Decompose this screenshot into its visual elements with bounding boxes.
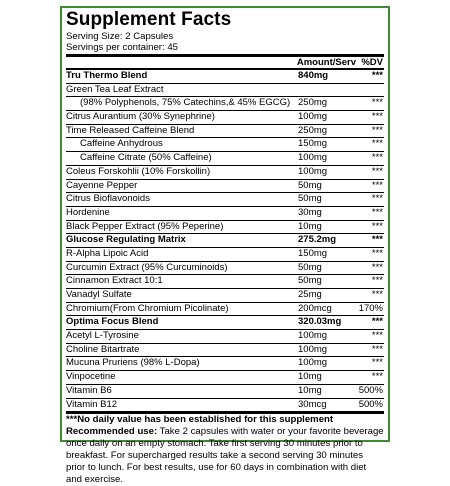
ingredient-row [66,303,384,317]
ingredient-row [66,234,384,248]
ingredient-name: Coleus Forskohlii (10% Forskollin) [66,165,211,177]
ingredient-dv: *** [371,275,383,287]
ingredient-dv: *** [371,371,383,383]
ingredient-name: Vitamin B12 [66,398,118,410]
ingredient-row [66,399,384,412]
ingredient-name: Choline Bitartrate [66,343,140,355]
serving-size: Serving Size: 2 Capsules [66,31,174,42]
recommended-use-label: Recommended use: [66,426,158,438]
ingredient-row [66,207,384,221]
ingredient-dv: *** [371,330,383,342]
ingredient-name: Black Pepper Extract (95% Peperine) [66,220,224,232]
ingredient-amount: 150mg [298,247,328,259]
ingredient-name: Citrus Bioflavonoids [66,193,150,205]
ingredient-row [66,275,384,289]
ingredient-dv: *** [371,193,383,205]
ingredient-row [66,180,384,194]
ingredient-name: Caffeine Citrate (50% Caffeine) [80,152,212,164]
ingredient-row [66,262,384,276]
ingredient-dv: *** [371,289,383,300]
ingredient-row [66,385,384,399]
ingredient-dv: *** [371,261,383,273]
ingredient-amount: 10mg [298,371,322,383]
ingredient-row [66,111,384,125]
ingredient-amount: 50mg [298,275,322,287]
ingredient-amount: 25mg [298,289,322,300]
ingredient-amount: 100mg [298,357,328,369]
ingredient-row [66,344,384,358]
ingredient-amount: 275.2mg [298,234,337,246]
ingredient-amount: 10mg [298,384,322,396]
daily-value-footnote: ***No daily value has been established for this supplement [66,414,334,426]
ingredient-row [66,97,384,111]
ingredient-dv: *** [371,152,383,164]
column-header [66,54,384,70]
ingredient-dv: 500% [358,384,383,396]
ingredient-amount: 30mcg [298,398,327,410]
ingredient-name: Optima Focus Blend [66,316,159,328]
ingredient-name: (98% Polyphenols, 75% Catechins,& 45% EGCG) [80,97,291,109]
ingredient-list [66,70,384,411]
ingredient-amount: 840mg [298,70,329,81]
amount-column-header: Amount/Serv [296,57,356,68]
ingredient-row [66,125,384,139]
ingredient-row [66,70,384,84]
ingredient-dv: *** [371,70,383,81]
ingredient-row [66,316,384,330]
ingredient-name: Citrus Aurantium (30% Synephrine) [66,111,215,123]
ingredient-name: Green Tea Leaf Extract [66,83,164,95]
ingredient-name: Acetyl L-Tyrosine [66,330,139,342]
ingredient-name: Vanadyl Sulfate [66,289,132,300]
ingredient-row [66,357,384,371]
ingredient-name: Tru Thermo Blend [66,70,148,81]
ingredient-name: Cayenne Pepper [66,179,138,191]
ingredient-amount: 320.03mg [298,316,342,328]
ingredient-amount: 50mg [298,193,322,205]
ingredient-name: Glucose Regulating Matrix [66,234,186,246]
ingredient-amount: 100mg [298,165,328,177]
ingredient-row [66,221,384,235]
panel-content [66,9,384,486]
ingredient-dv: *** [371,165,383,177]
ingredient-row [66,248,384,262]
ingredient-dv: *** [371,111,383,123]
ingredient-name: R-Alpha Lipoic Acid [66,247,149,259]
ingredient-row [66,166,384,180]
ingredient-amount: 200mcg [298,302,332,314]
ingredient-dv: *** [371,220,383,232]
ingredient-name: Time Released Caffeine Blend [66,124,195,136]
supplement-facts-panel [60,6,390,486]
ingredient-dv: *** [371,206,383,218]
ingredient-name: Caffeine Anhydrous [80,138,163,150]
ingredient-name: Cinnamon Extract 10:1 [66,275,163,287]
ingredient-amount: 100mg [298,111,328,123]
servings-per-container: Servings per container: 45 [66,42,178,53]
dv-column-header: %DV [361,57,383,68]
ingredient-dv: *** [371,179,383,191]
panel-title: Supplement Facts [66,9,232,30]
ingredient-dv: 500% [358,398,383,410]
ingredient-amount: 50mg [298,179,322,191]
recommended-use [66,426,384,486]
ingredient-row [66,84,384,98]
ingredient-dv: 170% [358,302,383,314]
ingredient-amount: 30mg [298,206,322,218]
ingredient-dv: *** [371,138,383,150]
ingredient-amount: 100mg [298,330,328,342]
ingredient-dv: *** [371,234,383,246]
ingredient-amount: 100mg [298,343,328,355]
ingredient-name: Curcumin Extract (95% Curcuminoids) [66,261,228,273]
ingredient-amount: 250mg [298,97,328,109]
ingredient-dv: *** [371,316,383,328]
ingredient-amount: 50mg [298,261,322,273]
ingredient-name: Vinpocetine [66,371,116,383]
ingredient-amount: 100mg [298,152,328,164]
ingredient-row [66,330,384,344]
ingredient-row [66,152,384,166]
ingredient-amount: 250mg [298,124,328,136]
ingredient-amount: 150mg [298,138,328,150]
ingredient-dv: *** [371,97,383,109]
ingredient-name: Hordenine [66,206,110,218]
ingredient-dv: *** [371,357,383,369]
ingredient-name: Mucuna Pruriens (98% L-Dopa) [66,357,200,369]
ingredient-row [66,138,384,152]
ingredient-name: Chromium(From Chromium Picolinate) [66,302,229,314]
notes-section [66,411,384,486]
ingredient-row [66,371,384,385]
ingredient-amount: 10mg [298,220,322,232]
ingredient-row [66,289,384,303]
ingredient-dv: *** [371,247,383,259]
ingredient-name: Vitamin B6 [66,384,112,396]
recommended-use-text: Take 2 capsules with water or your favorite beverage once daily on an empty stomach. Take first serving 30 minutes prior to breakfast. For supercharged results take a second serving 30 minutes prior to lunch. For best results, use for 60 days in combination with diet and exercise. [66,426,384,486]
ingredient-row [66,193,384,207]
ingredient-dv: *** [371,124,383,136]
ingredient-dv: *** [371,343,383,355]
